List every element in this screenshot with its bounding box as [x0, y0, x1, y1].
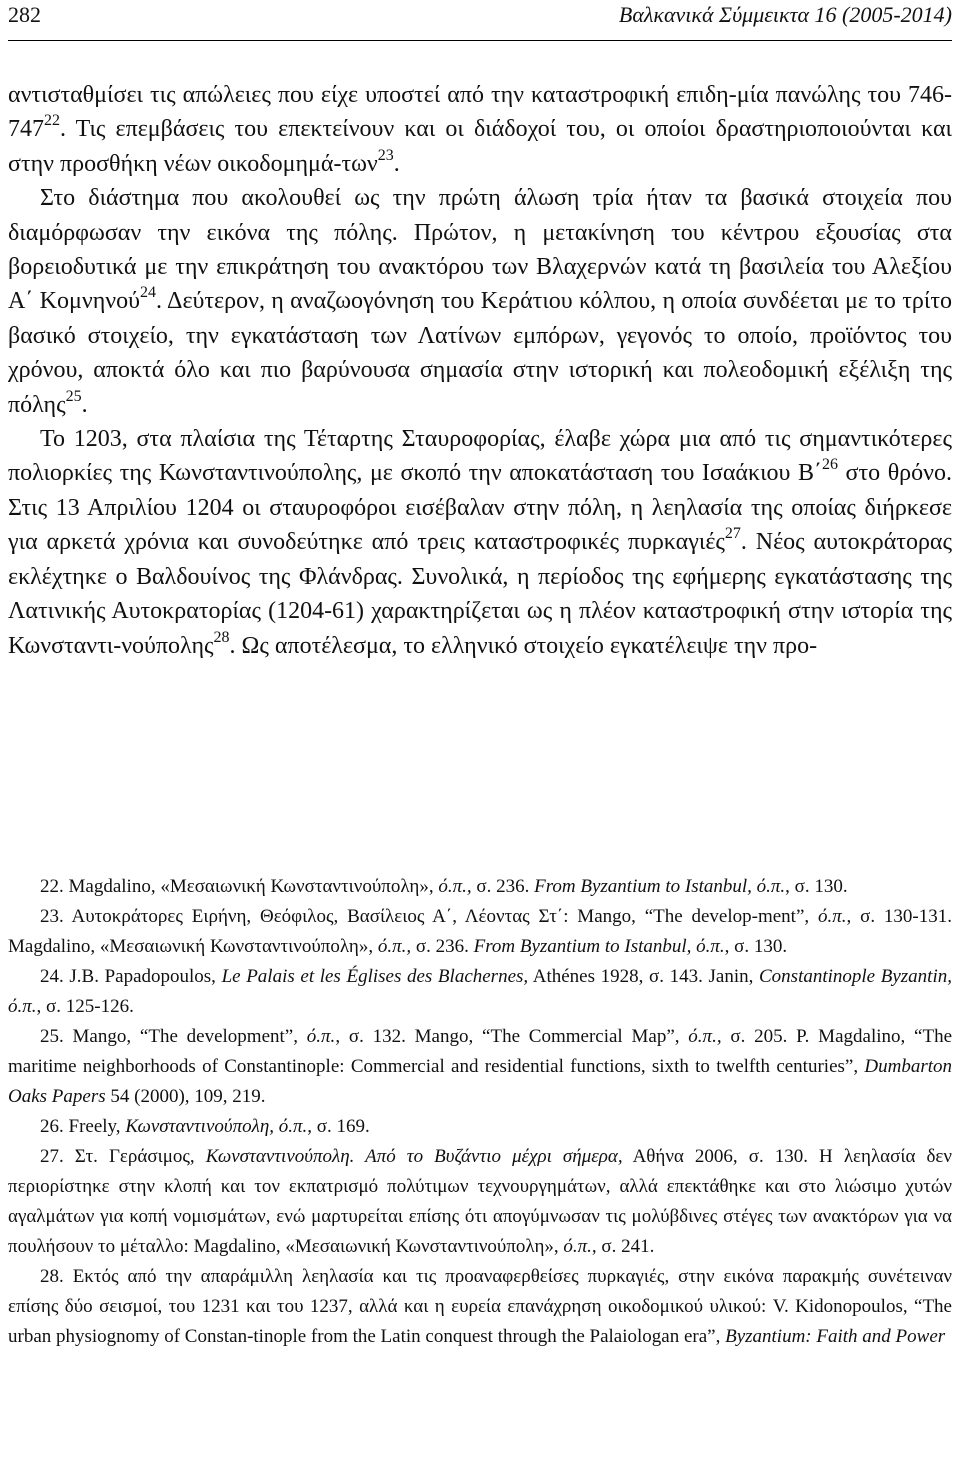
footnotes	[8, 872, 952, 1352]
text-run: 22. Magdalino, «Μεσαιωνική Κωνσταντινούπολη»,	[40, 876, 439, 897]
italic-run: ό.π.	[563, 1236, 592, 1257]
footnote-ref-26: 26	[821, 456, 838, 474]
footnote-26	[8, 1112, 952, 1142]
text-run: , σ. 241.	[591, 1236, 655, 1257]
italic-run: Κωνσταντινούπολη, ό.π.	[125, 1116, 308, 1137]
text-run: σ. 236.	[411, 936, 474, 957]
italic-run: ό.π.,	[688, 1026, 722, 1047]
italic-run: ό.π.	[306, 1026, 336, 1047]
italic-run: ό.π.	[817, 906, 847, 927]
footnote-ref-24: 24	[140, 284, 156, 302]
text-run: Αθήνα 2006, σ. 130. Η λεηλασία δεν περιορίστηκε στην κλοπή και τον εκπατρισμό πολύτιμων τεχνουργημάτων, αλλά επεκτάθηκε και στο λιώσιμο χυτών αγαλμάτων για κοπή νομισμάτων, ενώ μαρτυρείται επίσης ότι απογύμνωσαν τις μολύβδινες στέγες των ανακτόρων για να πουλήσουν το μέταλλο: Magdalino, «Μεσαιωνική Κωνσταντινούπολη»,	[8, 1146, 952, 1257]
text-run: , σ. 130.	[785, 876, 848, 897]
italic-run: Constantinople Byzantin, ό.π.	[8, 966, 952, 1017]
text-run: Athénes 1928, σ. 143. Janin,	[528, 966, 759, 987]
text-run: .	[81, 391, 88, 418]
italic-run: ό.π.,	[438, 876, 472, 897]
italic-run: From Byzantium to Istanbul, ό.π.	[473, 936, 725, 957]
text-run: .	[393, 150, 400, 177]
journal-title: Βαλκανικά Σύμμεικτα 16 (2005-2014)	[618, 2, 952, 27]
footnote-27	[8, 1142, 952, 1262]
footnote-ref-28: 28	[213, 628, 230, 646]
page-number: 282	[8, 2, 41, 27]
footnote-24	[8, 962, 952, 1022]
footnote-28	[8, 1262, 952, 1352]
footnote-ref-22: 22	[44, 112, 60, 130]
text-run: 24. J.B. Papadopoulos,	[40, 966, 222, 987]
italic-run: ό.π.,	[377, 936, 412, 957]
footnote-22	[8, 872, 952, 902]
text-run: , σ. 130-131. Magdalino, «Μεσαιωνική Κωνσταντινούπολη»,	[8, 906, 952, 957]
text-run: , σ. 169.	[307, 1116, 370, 1137]
text-run: Στο διάστημα που ακολουθεί ως την πρώτη άλωση τρία ήταν τα βασικά στοιχεία που διαμόρφωσαν την εικόνα της πόλης. Πρώτον, η μετακίνηση του κέντρου εξουσίας στα βορειοδυτικά με την επικράτηση του ανακτόρου των Βλαχερνών κατά τη βασιλεία του Αλεξίου Α΄ Κομνηνού	[8, 185, 952, 315]
paragraph-3	[8, 422, 952, 663]
text-run: . Νέος αυτοκράτορας εκλέχτηκε ο Βαλδουίνος της Φλάνδρας. Συνολικά, η περίοδος της εφήμερης εγκατάστασης της Λατινικής Αυτοκρατορίας (1204-61) χαρακτηρίζεται ως η πλέον καταστροφική στην ιστορία της Κωνσταντι-νούπολης	[8, 529, 952, 659]
text-run: 26. Freely,	[40, 1116, 126, 1137]
text-run: , σ. 125-126.	[36, 996, 134, 1017]
footnote-ref-27: 27	[724, 525, 741, 543]
text-run: σ. 236.	[471, 876, 535, 897]
main-text	[8, 78, 952, 663]
text-run: . Ως αποτέλεσμα, το ελληνικό στοιχείο εγκατέλειψε την προ-	[229, 632, 818, 659]
text-run: , σ. 130.	[724, 936, 788, 957]
text-run: αντισταθμίσει τις απώλειες που είχε υποστεί από την καταστροφική επιδη-μία πανώλης του 746-747	[8, 82, 952, 143]
footnote-ref-23: 23	[377, 146, 394, 164]
text-run: σ. 205. P. Magdalino, “The maritime neighborhoods of Constantinople: Commercial and residential functions, sixth to twelfth centuries”,	[8, 1026, 953, 1077]
paragraph-2	[8, 181, 952, 422]
footnote-ref-25: 25	[65, 387, 82, 405]
footnote-23	[8, 902, 952, 962]
text-run: Το 1203, στα πλαίσια της Τέταρτης Σταυροφορίας, έλαβε χώρα μια από τις σημαντικότερες πολιορκίες της Κωνσταντινούπολης, με σκοπό την αποκατάσταση του Ισαάκιου Β΄	[8, 426, 952, 487]
italic-run: Dumbarton Oaks Papers	[8, 1056, 952, 1107]
text-run: . Δεύτερον, η αναζωογόνηση του Κεράτιου κόλπου, η οποία συνδέεται με το τρίτο βασικό στοιχείο, την εγκατάσταση των Λατίνων εμπόρων, γεγονός το οποίο, προϊόντος του χρόνου, αποκτά όλο και πιο βαρύνουσα σημασία στην ιστορική και πολεοδομική εξέλιξη της πόλης	[8, 288, 952, 418]
text-run: . Τις επεμβάσεις του επεκτείνουν και οι διάδοχοί του, οι οποίοι δραστηριοποιούνται και στην προσθήκη νέων οικοδομημά-των	[8, 116, 952, 177]
paragraph-1	[8, 78, 952, 181]
text-run: στο θρόνο. Στις 13 Απριλίου 1204 οι σταυροφόροι εισέβαλαν στην πόλη, η λεηλασία της οποίας διήρκεσε για αρκετά χρόνια και συνοδεύτηκε από τρεις καταστροφικές πυρκαγιές	[8, 460, 953, 556]
text-run: 25. Mango, “The development”,	[40, 1026, 307, 1047]
text-run: 28. Εκτός από την απαράμιλλη λεηλασία και τις προαναφερθείσες πυρκαγιές, στην εικόνα παρακμής συνέτειναν επίσης δύο σεισμοί, του 1231 και του 1237, αλλά και η ευρεία επανάχρηση οικοδομικού υλικού: V. Kidonopoulos, “The urban physiognomy of Constan-tinople from the Latin conquest through the Palaiologan era”,	[8, 1266, 952, 1347]
italic-run: From Byzantium to Istanbul, ό.π.	[534, 876, 786, 897]
text-run: 23. Αυτοκράτορες Ειρήνη, Θεόφιλος, Βασίλειος Α΄, Λέοντας Στ΄: Mango, “The develop-ment”,	[40, 906, 818, 927]
running-header	[8, 0, 952, 41]
footnote-25	[8, 1022, 952, 1112]
italic-run: Byzantium: Faith and Power	[725, 1326, 946, 1347]
text-run: 27. Στ. Γεράσιμος,	[40, 1146, 206, 1167]
italic-run: Le Palais et les Églises des Blachernes,	[221, 966, 529, 987]
text-run: 54 (2000), 109, 219.	[105, 1086, 266, 1107]
text-run: , σ. 132. Mango, “The Commercial Map”,	[335, 1026, 689, 1047]
italic-run: Κωνσταντινούπολη. Από το Βυζάντιο μέχρι σήμερα,	[205, 1146, 623, 1167]
